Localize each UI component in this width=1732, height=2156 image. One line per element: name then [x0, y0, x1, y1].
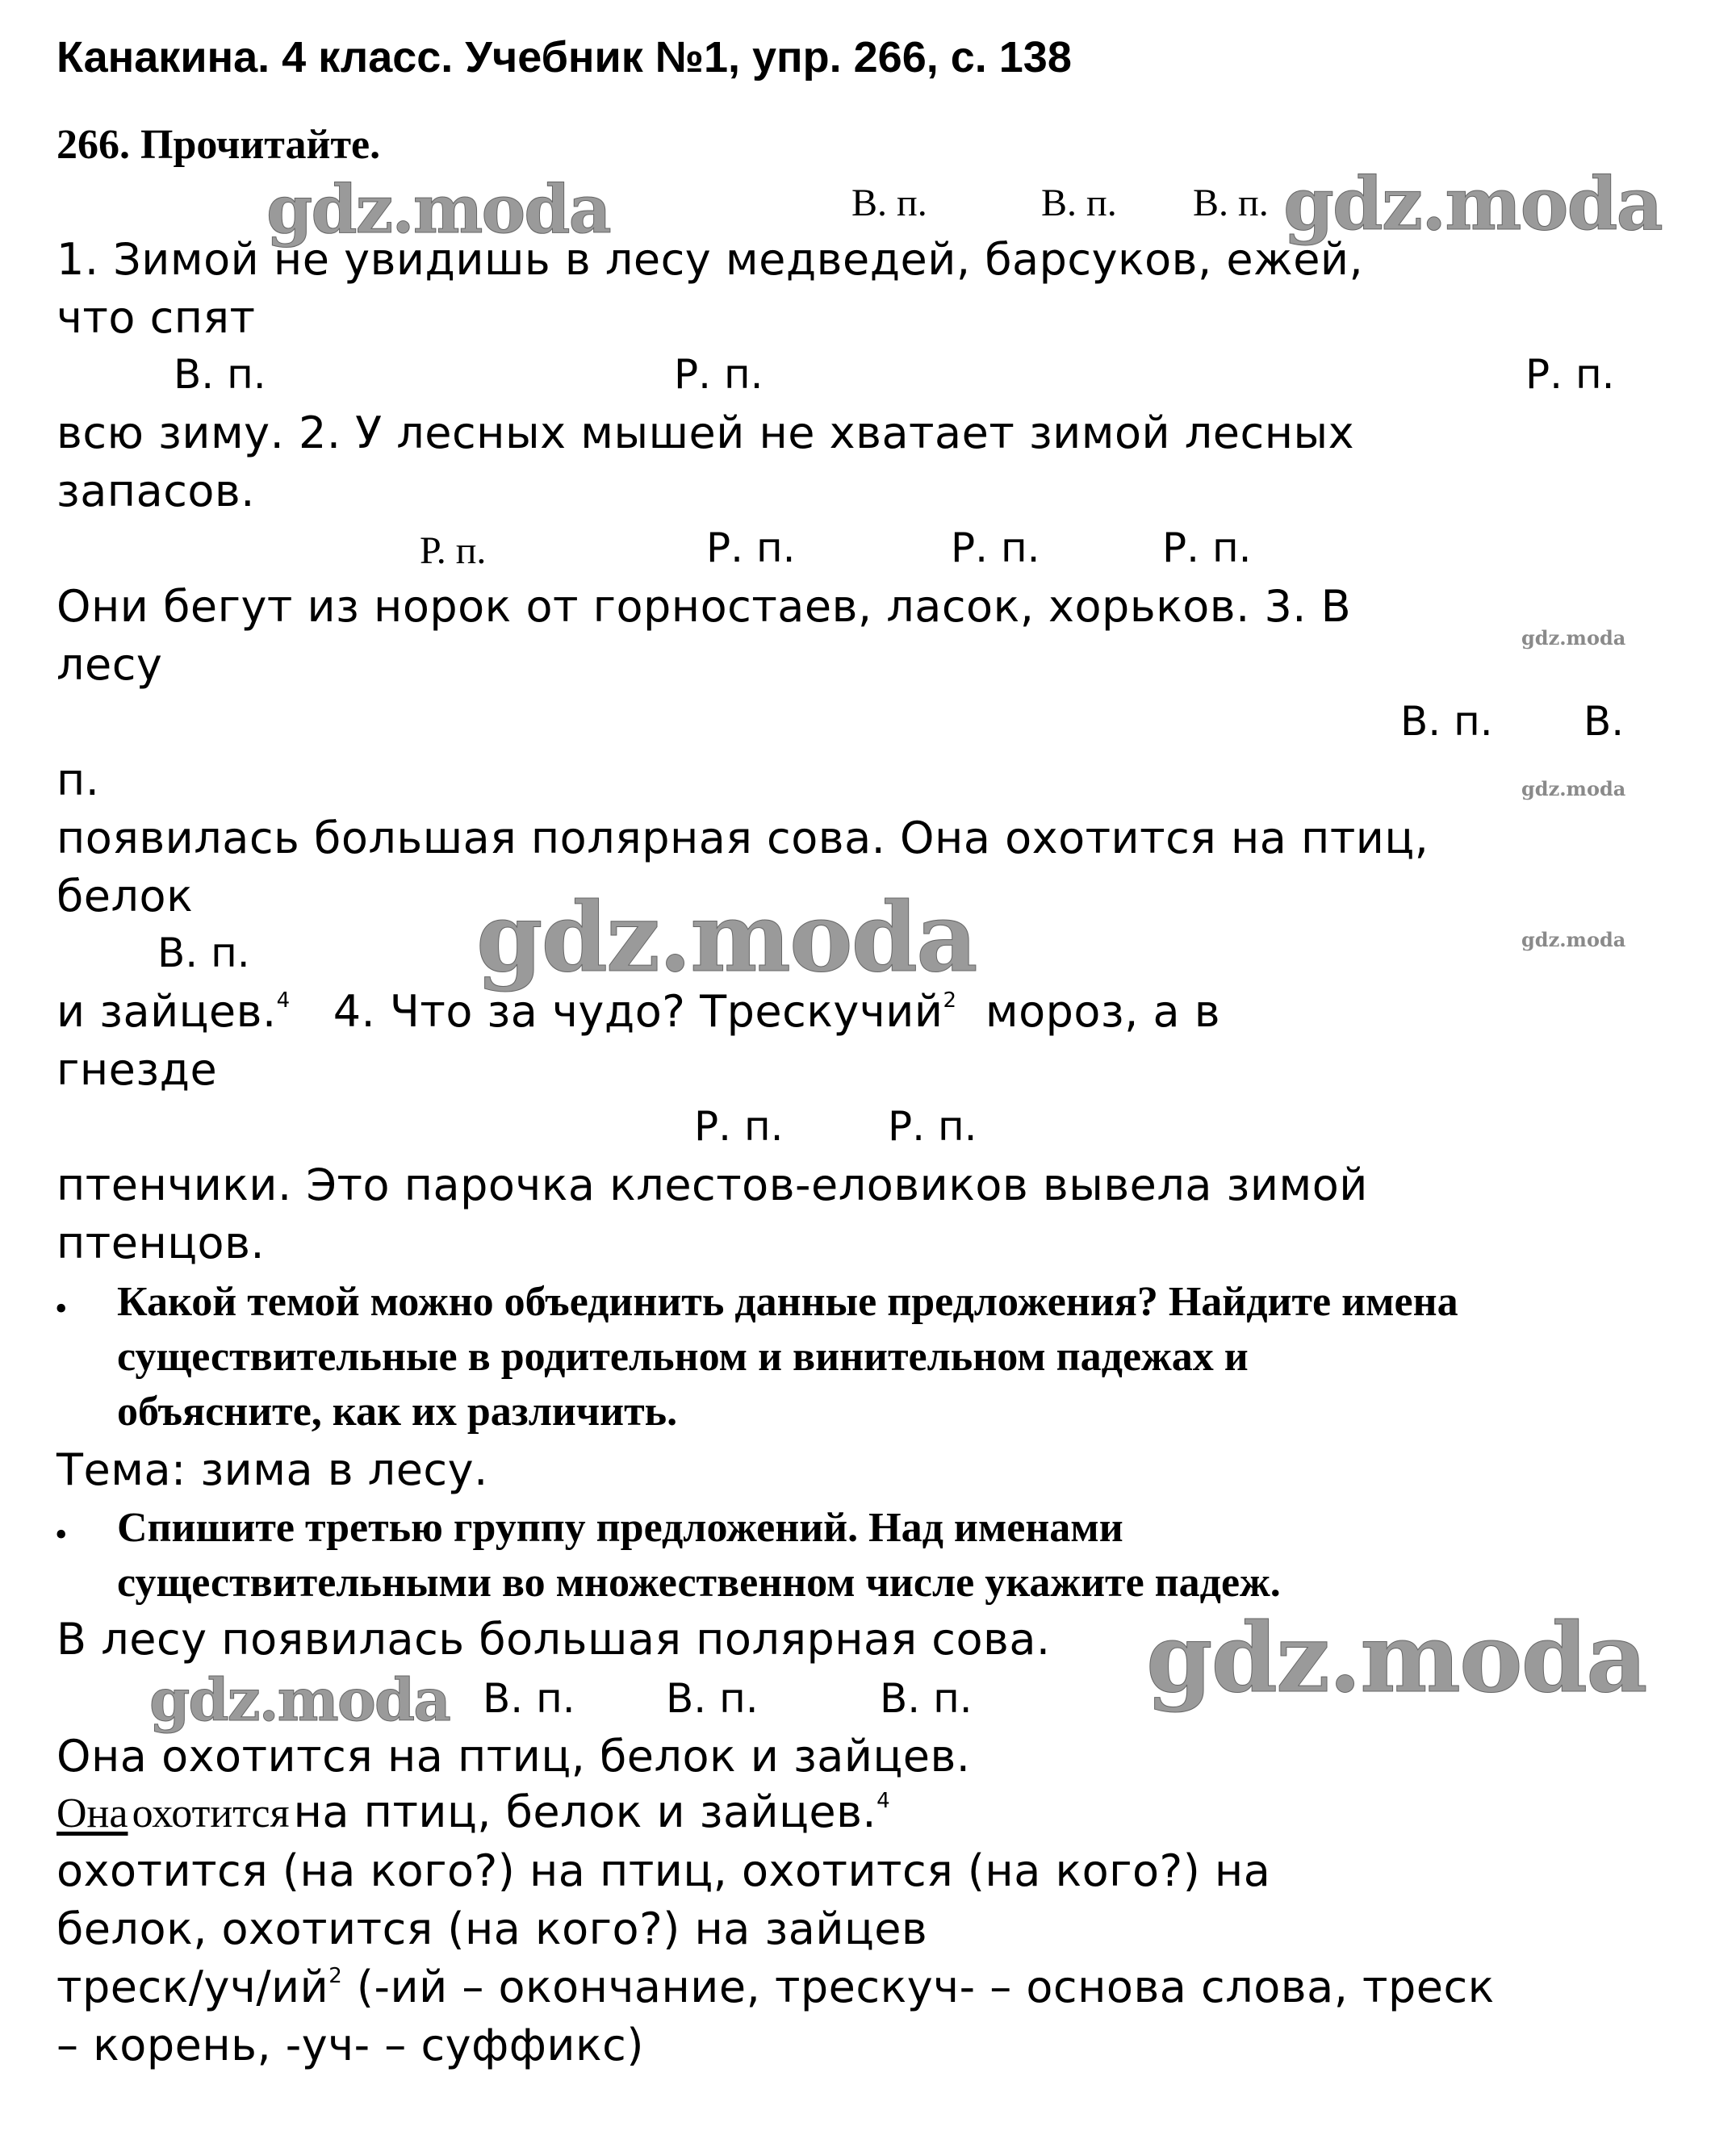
footnote-mark: 2 — [328, 1964, 343, 1988]
answer-line: охотится (на кого?) на птиц, охотится (на кого?) на — [56, 1845, 1271, 1896]
text-line: запасов. — [56, 466, 255, 516]
watermark: gdz.moda — [1283, 161, 1662, 247]
text-segment: на птиц, белок и зайцев. — [293, 1786, 877, 1837]
watermark-small: gdz.moda — [1521, 626, 1626, 650]
watermark-small: gdz.moda — [1521, 928, 1626, 951]
question-line: Спишите третью группу предложений. Над именами — [117, 1505, 1123, 1551]
text-segment: мороз, а в — [985, 986, 1221, 1037]
case-label: Р. п. — [1162, 524, 1252, 571]
text-line: птенчики. Это парочка клестов-еловиков вывела зимой — [56, 1159, 1368, 1210]
case-label: В. п. — [666, 1675, 759, 1722]
case-label: В. п. — [157, 930, 250, 976]
text-line: Они бегут из норок от горностаев, ласок, хорьков. 3. В — [56, 581, 1352, 632]
text-line: гнезде — [56, 1044, 218, 1095]
answer-line: – корень, -уч- – суффикс) — [56, 2020, 644, 2070]
question-line: Какой темой можно объединить данные предложения? Найдите имена — [117, 1279, 1458, 1325]
answer-line-parsed — [56, 1786, 890, 1837]
case-label: Р. п. — [674, 351, 764, 398]
case-label: Р. п. — [694, 1103, 784, 1150]
text-segment: и зайцев. — [56, 986, 277, 1037]
watermark: gdz.moda — [476, 881, 977, 993]
case-label: В. — [1583, 698, 1625, 745]
case-label: В. п. — [174, 351, 266, 398]
text-segment: треск/уч/ий — [56, 1962, 329, 2012]
watermark: gdz.moda — [266, 171, 610, 249]
subject-underlined: Она — [56, 1790, 128, 1836]
text-line: п. — [56, 754, 100, 805]
case-label: Р. п. — [420, 529, 487, 572]
predicate: охотится — [132, 1790, 290, 1836]
footnote-mark: 4 — [876, 1789, 891, 1813]
text-line: лесу — [56, 639, 163, 690]
answer-line: белок, охотится (на кого?) на зайцев — [56, 1903, 928, 1954]
bullet-icon: • — [55, 1289, 68, 1328]
text-segment: 4. Что за чудо? Трескучий — [333, 986, 943, 1037]
text-line: всю зиму. 2. У лесных мышей не хватает зимой лесных — [56, 407, 1355, 458]
case-label: Р. п. — [888, 1103, 977, 1150]
question-line: существительными во множественном числе укажите падеж. — [117, 1560, 1281, 1606]
watermark: gdz.moda — [1146, 1602, 1646, 1714]
footnote-mark: 2 — [943, 988, 957, 1013]
case-label: Р. п. — [1525, 351, 1615, 398]
text-line — [56, 986, 1220, 1037]
bullet-icon: • — [55, 1515, 68, 1554]
question-line: объясните, как их различить. — [117, 1389, 678, 1435]
case-label: В. п. — [851, 182, 927, 224]
text-line: появилась большая полярная сова. Она охотится на птиц, — [56, 813, 1429, 863]
case-label: В. п. — [880, 1675, 973, 1722]
case-label: Р. п. — [951, 524, 1040, 571]
exercise-heading: 266. Прочитайте. — [56, 122, 381, 168]
answer-line — [56, 1962, 1495, 2012]
answer-line: В лесу появилась большая полярная сова. — [56, 1614, 1051, 1665]
case-label: В. п. — [1041, 182, 1117, 224]
footnote-mark: 4 — [276, 988, 291, 1013]
answer-theme: Тема: зима в лесу. — [56, 1444, 488, 1495]
case-label: В. п. — [483, 1675, 575, 1722]
case-label: В. п. — [1400, 698, 1493, 745]
case-label: В. п. — [1193, 182, 1269, 224]
question-line: существительные в родительном и винительном падежах и — [117, 1334, 1249, 1380]
text-line: 1. Зимой не увидишь в лесу медведей, барсуков, ежей, — [56, 234, 1364, 285]
case-label: Р. п. — [706, 524, 796, 571]
text-line: птенцов. — [56, 1218, 266, 1268]
text-line: что спят — [56, 292, 256, 343]
text-line: белок — [56, 871, 194, 921]
watermark-small: gdz.moda — [1521, 777, 1626, 800]
answer-line: Она охотится на птиц, белок и зайцев. — [56, 1731, 971, 1782]
watermark: gdz.moda — [149, 1665, 450, 1734]
text-segment: (-ий – окончание, трескуч- – основа слова, треск — [356, 1962, 1495, 2012]
page-header: Канакина. 4 класс. Учебник №1, упр. 266, с. 138 — [56, 33, 1072, 81]
